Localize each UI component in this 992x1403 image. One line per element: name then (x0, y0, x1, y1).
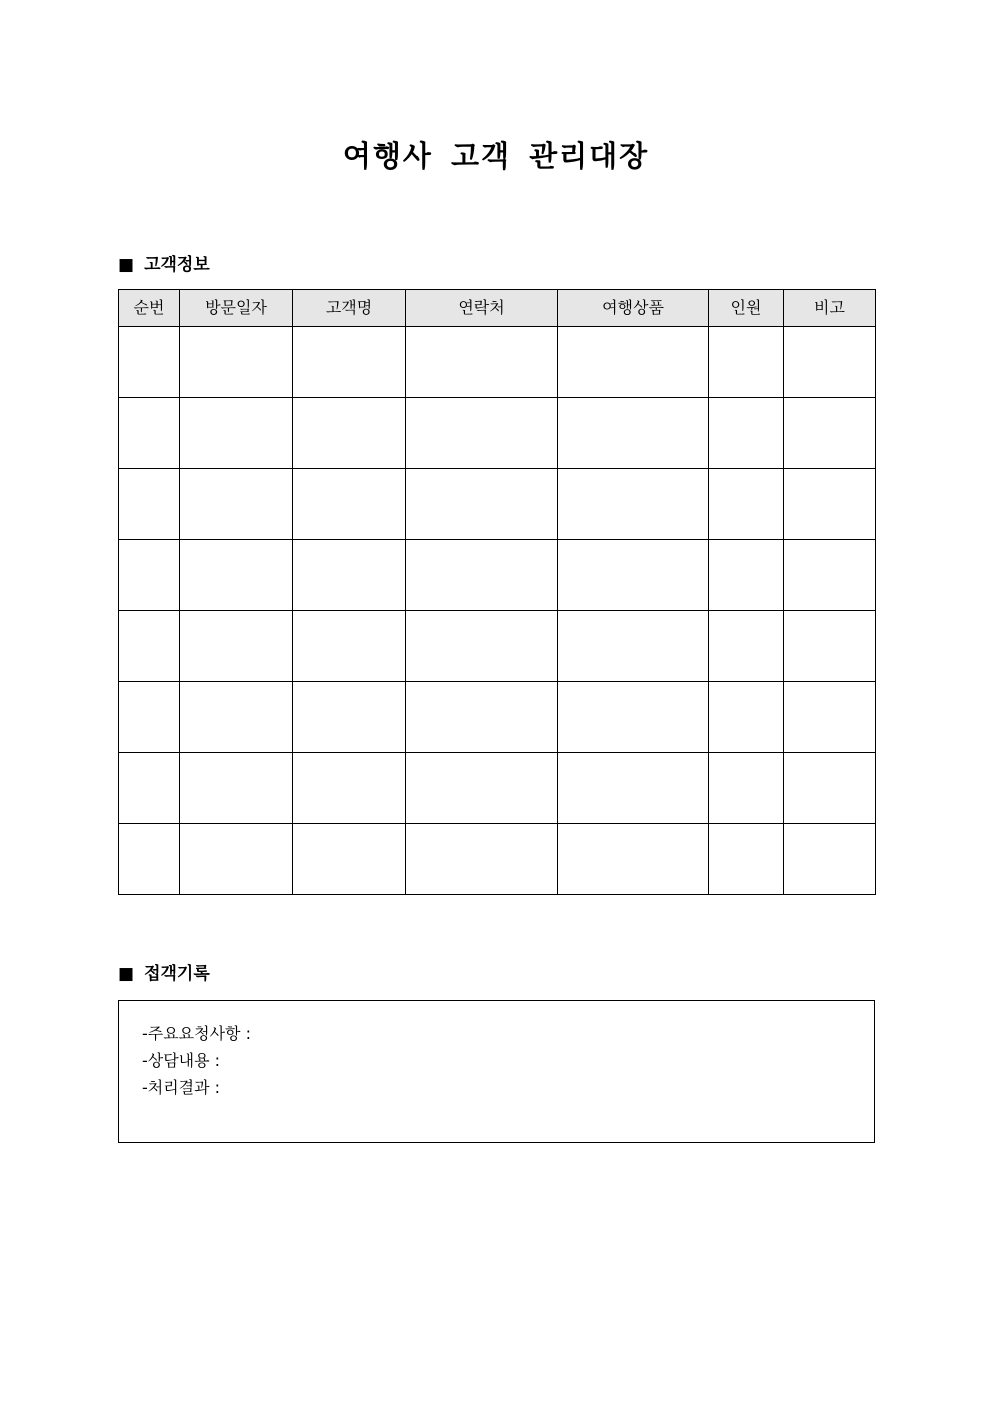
table-cell-customer-name[interactable] (293, 611, 406, 682)
table-cell-customer-name[interactable] (293, 682, 406, 753)
reception-record-box[interactable] (118, 1000, 875, 1143)
table-row (119, 398, 876, 469)
table-cell-visit-date[interactable] (180, 611, 293, 682)
table-cell-customer-name[interactable] (293, 824, 406, 895)
table-cell-visit-date[interactable] (180, 682, 293, 753)
table-row (119, 682, 876, 753)
table-cell-remarks[interactable] (784, 540, 876, 611)
table-cell-remarks[interactable] (784, 611, 876, 682)
table-cell-travel-product[interactable] (558, 753, 709, 824)
table-cell-headcount[interactable] (709, 611, 784, 682)
table-cell-visit-date[interactable] (180, 753, 293, 824)
table-row (119, 753, 876, 824)
table-cell-travel-product[interactable] (558, 824, 709, 895)
table-cell-seq[interactable] (119, 540, 180, 611)
table-cell-visit-date[interactable] (180, 540, 293, 611)
table-cell-remarks[interactable] (784, 824, 876, 895)
table-cell-headcount[interactable] (709, 753, 784, 824)
table-cell-seq[interactable] (119, 398, 180, 469)
customer-info-heading (118, 253, 210, 277)
table-cell-seq[interactable] (119, 753, 180, 824)
table-cell-headcount[interactable] (709, 398, 784, 469)
table-cell-headcount[interactable] (709, 682, 784, 753)
column-header-travel-product: 여행상품 (558, 290, 709, 327)
table-cell-contact[interactable] (406, 469, 558, 540)
table-cell-seq[interactable] (119, 611, 180, 682)
table-cell-headcount[interactable] (709, 469, 784, 540)
table-cell-remarks[interactable] (784, 398, 876, 469)
column-header-seq: 순번 (119, 290, 180, 327)
table-cell-remarks[interactable] (784, 753, 876, 824)
table-cell-visit-date[interactable] (180, 327, 293, 398)
table-cell-travel-product[interactable] (558, 611, 709, 682)
square-bullet-icon: ■ (118, 255, 135, 275)
table-cell-contact[interactable] (406, 398, 558, 469)
table-cell-travel-product[interactable] (558, 327, 709, 398)
table-cell-remarks[interactable] (784, 682, 876, 753)
table-cell-remarks[interactable] (784, 469, 876, 540)
table-cell-visit-date[interactable] (180, 824, 293, 895)
table-cell-customer-name[interactable] (293, 540, 406, 611)
table-cell-contact[interactable] (406, 824, 558, 895)
square-bullet-icon: ■ (118, 964, 135, 984)
customer-table-body (119, 327, 876, 895)
table-cell-travel-product[interactable] (558, 469, 709, 540)
table-cell-travel-product[interactable] (558, 398, 709, 469)
table-cell-contact[interactable] (406, 682, 558, 753)
table-cell-contact[interactable] (406, 540, 558, 611)
column-header-customer-name: 고객명 (293, 290, 406, 327)
table-cell-remarks[interactable] (784, 327, 876, 398)
table-cell-contact[interactable] (406, 327, 558, 398)
record-line-consultation: -상담내용 : (142, 1051, 221, 1070)
record-line-main-requests: -주요요청사항 : (142, 1024, 251, 1043)
customer-table (118, 289, 876, 895)
reception-record-lines (142, 1020, 251, 1101)
table-cell-headcount[interactable] (709, 327, 784, 398)
reception-record-heading (118, 962, 210, 986)
column-header-headcount: 인원 (709, 290, 784, 327)
table-cell-customer-name[interactable] (293, 753, 406, 824)
table-cell-headcount[interactable] (709, 824, 784, 895)
page-title: 여행사 고객 관리대장 (342, 139, 650, 173)
table-row (119, 327, 876, 398)
table-header-row (119, 290, 876, 327)
table-cell-travel-product[interactable] (558, 682, 709, 753)
table-cell-seq[interactable] (119, 682, 180, 753)
table-row (119, 611, 876, 682)
table-cell-customer-name[interactable] (293, 398, 406, 469)
table-cell-seq[interactable] (119, 824, 180, 895)
table-cell-customer-name[interactable] (293, 469, 406, 540)
reception-record-heading-label: 접객기록 (144, 964, 210, 984)
record-line-result: -처리결과 : (142, 1078, 221, 1097)
table-cell-visit-date[interactable] (180, 469, 293, 540)
table-row (119, 469, 876, 540)
table-cell-contact[interactable] (406, 753, 558, 824)
column-header-contact: 연락처 (406, 290, 558, 327)
column-header-remarks: 비고 (784, 290, 876, 327)
table-cell-visit-date[interactable] (180, 398, 293, 469)
table-cell-seq[interactable] (119, 469, 180, 540)
table-row (119, 824, 876, 895)
column-header-visit-date: 방문일자 (180, 290, 293, 327)
table-cell-contact[interactable] (406, 611, 558, 682)
table-cell-customer-name[interactable] (293, 327, 406, 398)
customer-info-heading-label: 고객정보 (144, 255, 210, 275)
table-cell-travel-product[interactable] (558, 540, 709, 611)
table-cell-seq[interactable] (119, 327, 180, 398)
table-cell-headcount[interactable] (709, 540, 784, 611)
table-row (119, 540, 876, 611)
